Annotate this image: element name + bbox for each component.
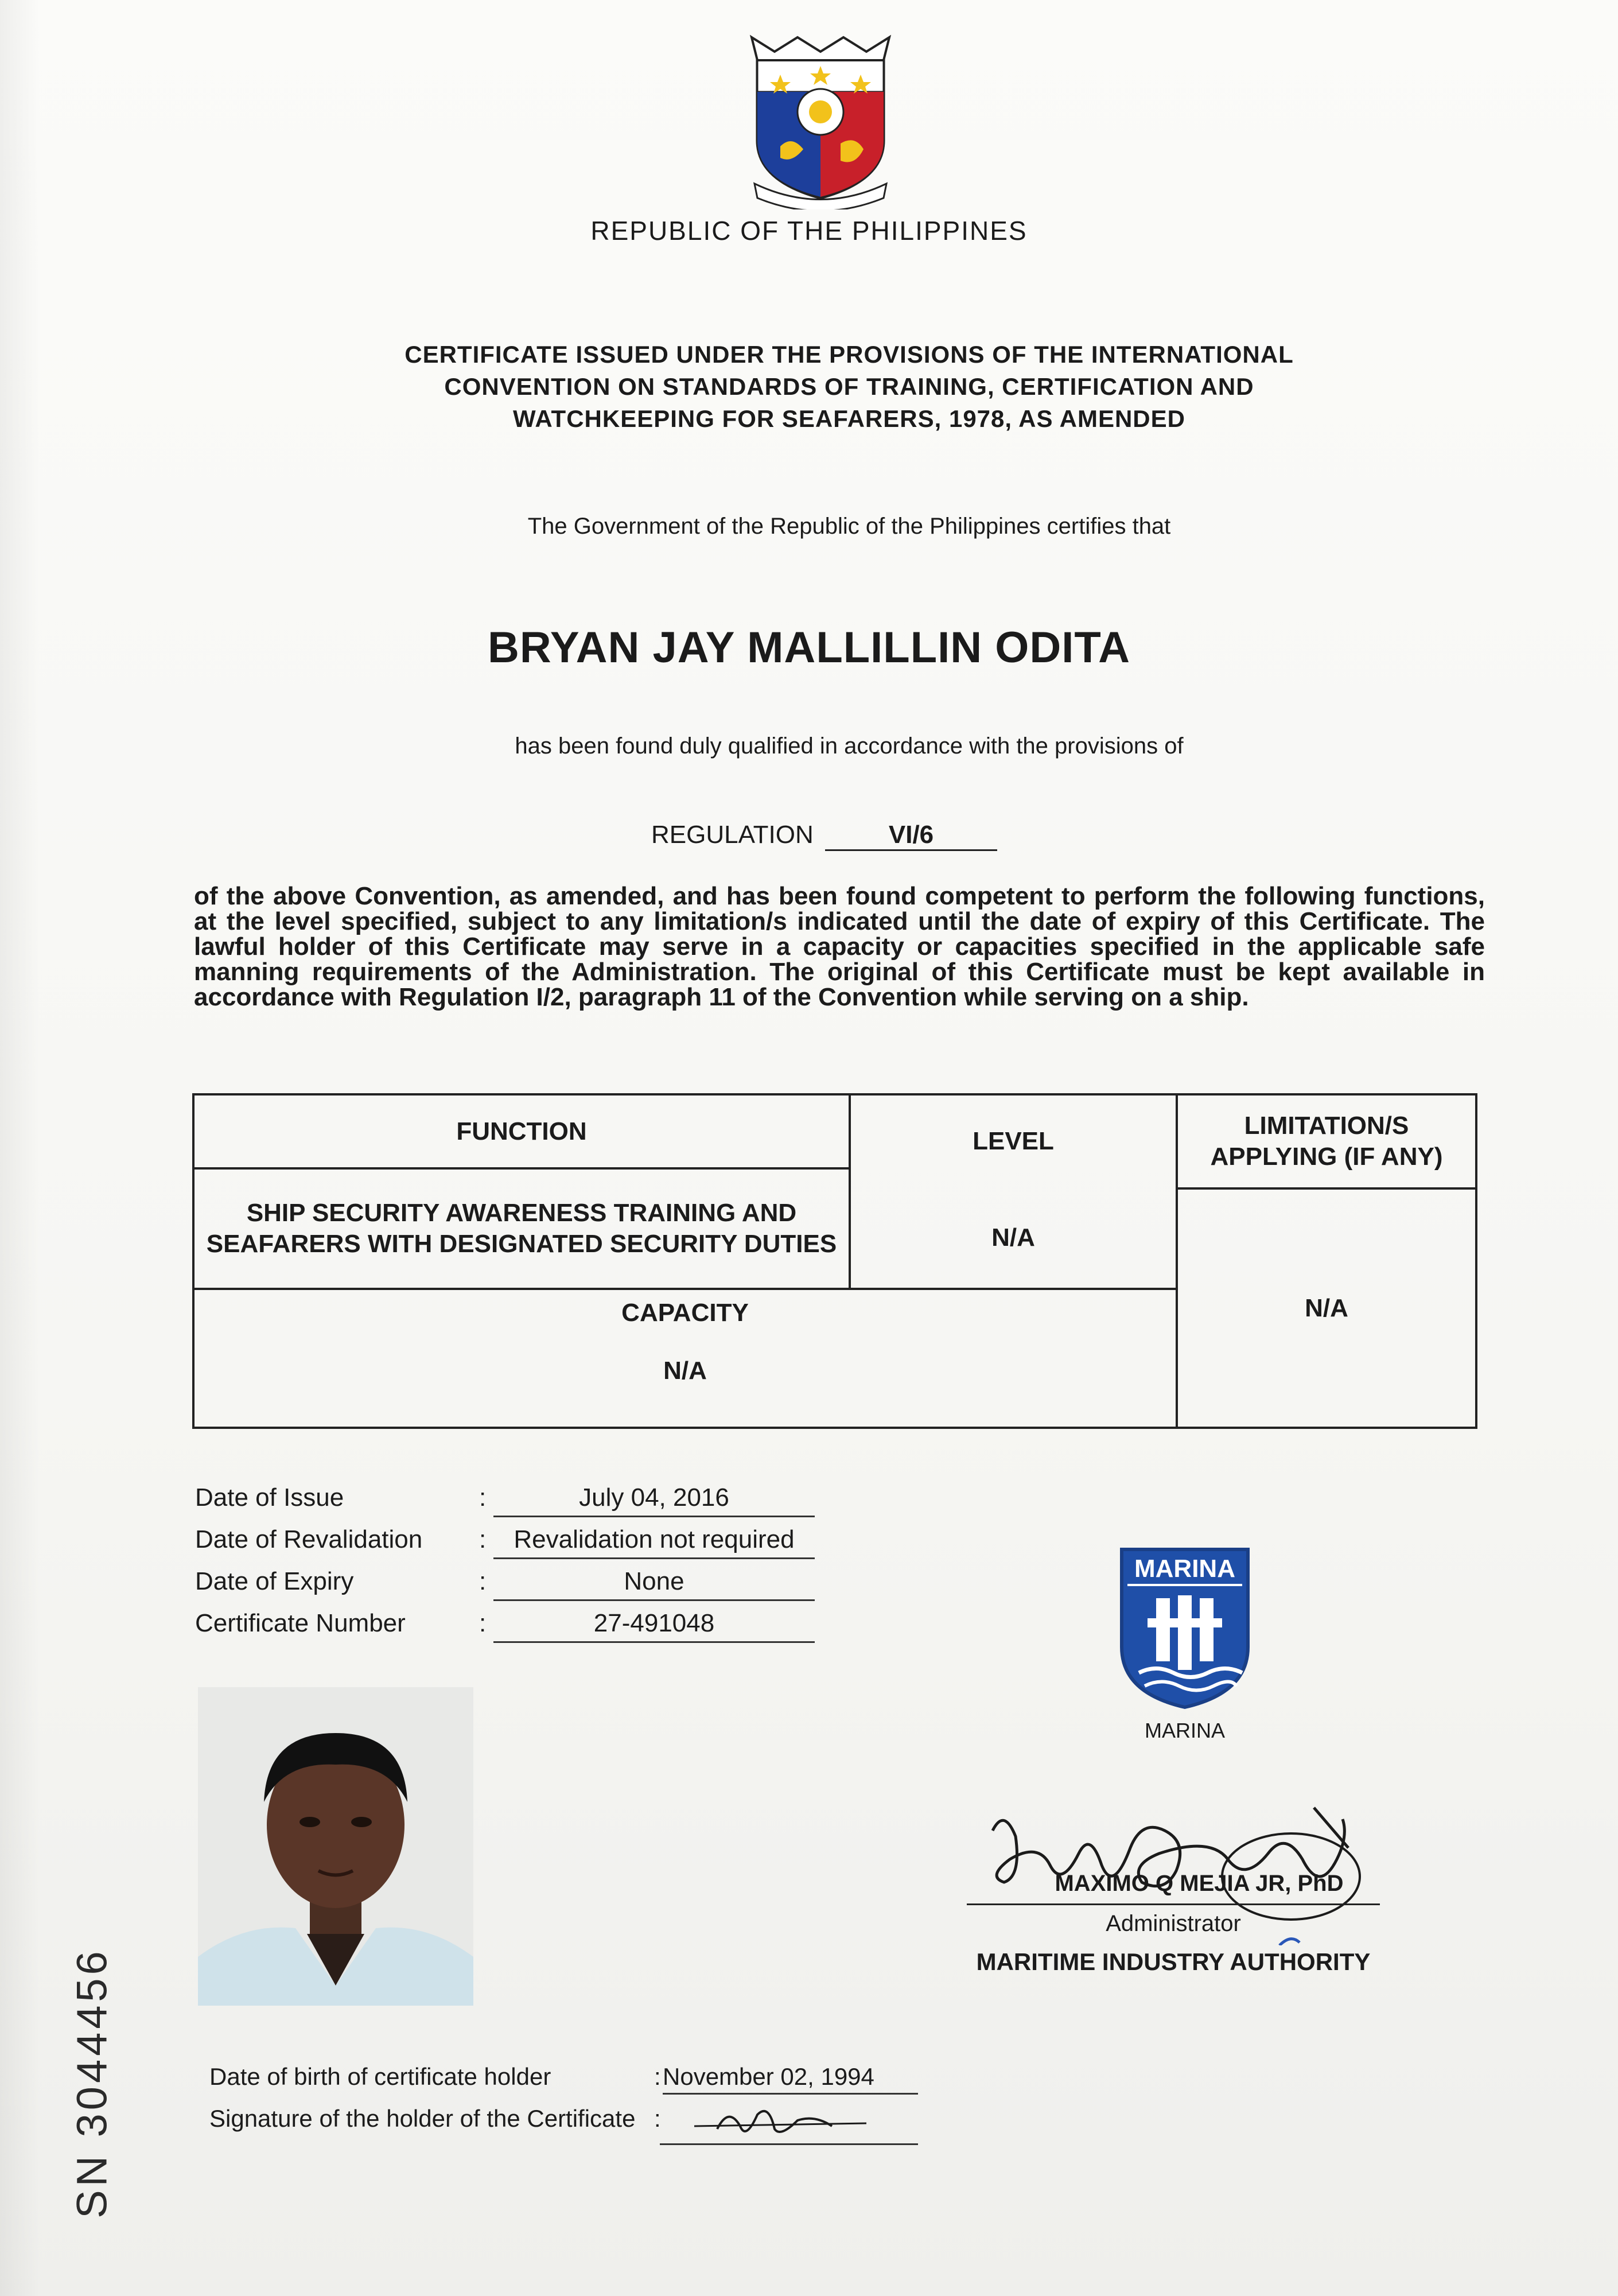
administrator-name: MAXIMO Q MEJIA JR, PhD xyxy=(1055,1871,1344,1896)
date-row xyxy=(195,1567,826,1609)
date-row xyxy=(195,1483,826,1525)
date-row xyxy=(195,1609,826,1650)
date-value: July 04, 2016 xyxy=(493,1483,815,1517)
dob-value: November 02, 1994 xyxy=(663,2063,918,2095)
holder-signature-label: Signature of the holder of the Certificate xyxy=(209,2105,636,2132)
regulation-row xyxy=(651,821,997,851)
capacity-header: CAPACITY xyxy=(621,1299,749,1327)
date-label: Certificate Number xyxy=(195,1609,406,1637)
certificate-title-line: CONVENTION ON STANDARDS OF TRAINING, CERTIFICATION AND xyxy=(444,373,1254,400)
date-value: Revalidation not required xyxy=(493,1525,815,1559)
limitation-value: N/A xyxy=(1305,1293,1348,1322)
signature-separator: : xyxy=(654,2105,661,2132)
function-header: FUNCTION xyxy=(456,1117,587,1145)
country-heading: REPUBLIC OF THE PHILIPPINES xyxy=(590,216,1028,246)
certificate-title-line: WATCHKEEPING FOR SEAFARERS, 1978, AS AMENDED xyxy=(513,405,1185,432)
holder-signature xyxy=(660,2103,918,2145)
limitation-header: LIMITATION/S APPLYING (IF ANY) xyxy=(1210,1112,1443,1171)
date-label: Date of Issue xyxy=(195,1483,344,1512)
marina-logo-icon xyxy=(1116,1544,1254,1710)
date-separator: : xyxy=(479,1483,487,1512)
level-value: N/A xyxy=(991,1223,1035,1252)
function-table xyxy=(192,1093,1477,1429)
qualified-statement: has been found duly qualified in accordance with the provisions of xyxy=(515,733,1184,759)
signature-line xyxy=(967,1903,1380,1905)
holder-photo xyxy=(198,1687,473,2006)
dob-label: Date of birth of certificate holder xyxy=(209,2063,551,2090)
administrator-title: Administrator xyxy=(1106,1911,1241,1936)
date-separator: : xyxy=(479,1567,487,1595)
date-label: Date of Revalidation xyxy=(195,1525,423,1553)
holder-name: BRYAN JAY MALLILLIN ODITA xyxy=(487,623,1131,672)
competency-paragraph: of the above Convention, as amended, and has been found competent to perform the following functions, at the level specified, subject to any limitation/s indicated until the date of expiry of this Certificate. The lawful holder of this Certificate may serve in a capacity or capacities specified in the applicable safe manning requirements of the Administration. The original of this Certificate must be kept available in accordance with Regulation I/2, paragraph 11 of the Convention while serving on a ship. xyxy=(194,882,1485,1011)
serial-number xyxy=(60,1948,123,2219)
certificate-title-line: CERTIFICATE ISSUED UNDER THE PROVISIONS OF THE INTERNATIONAL xyxy=(404,341,1294,368)
marina-caption: MARINA xyxy=(1144,1719,1225,1742)
level-header: LEVEL xyxy=(973,1127,1054,1155)
regulation-value: VI/6 xyxy=(825,821,997,851)
date-value: None xyxy=(493,1567,815,1601)
date-separator: : xyxy=(479,1609,487,1637)
philippine-coat-of-arms-icon xyxy=(740,26,901,209)
date-value: 27-491048 xyxy=(493,1609,815,1643)
serial-number-text: SN 3044456 xyxy=(68,1948,116,2219)
marina-logo-text: MARINA xyxy=(1134,1555,1235,1583)
agency-name: MARITIME INDUSTRY AUTHORITY xyxy=(976,1948,1371,1975)
capacity-value: N/A xyxy=(663,1357,707,1385)
regulation-label: REGULATION xyxy=(651,821,814,849)
date-separator: : xyxy=(479,1525,487,1553)
date-label: Date of Expiry xyxy=(195,1567,354,1595)
date-row xyxy=(195,1525,826,1567)
certificate-title xyxy=(344,339,1354,435)
scan-edge-shadow xyxy=(0,0,40,2296)
function-value: SHIP SECURITY AWARENESS TRAINING AND SEAFARERS WITH DESIGNATED SECURITY DUTIES xyxy=(206,1199,837,1258)
certifies-statement: The Government of the Republic of the Philippines certifies that xyxy=(527,514,1171,539)
dob-separator: : xyxy=(654,2063,661,2090)
